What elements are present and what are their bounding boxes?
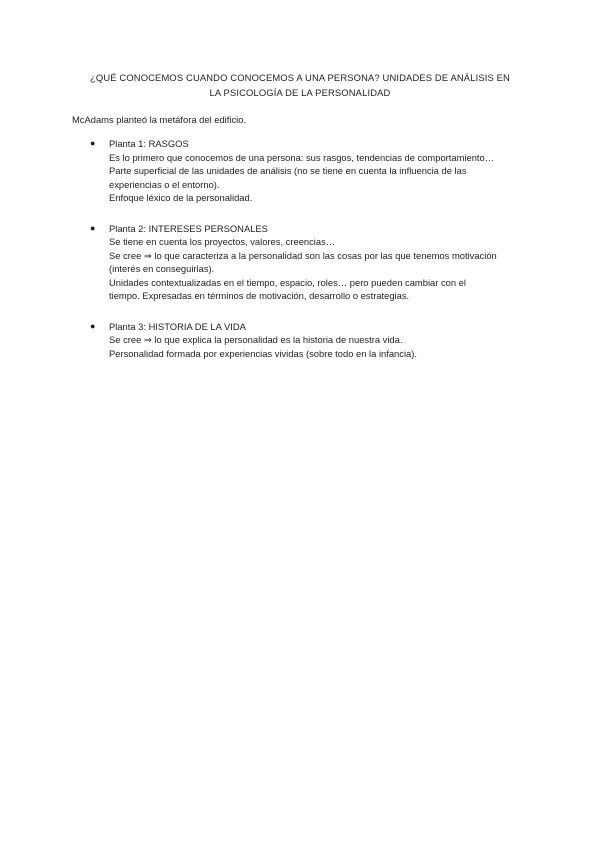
item-text: (interés en conseguirlas).: [109, 263, 215, 274]
item-text: tiempo. Expresadas en términos de motivación, desarrollo o estrategias.: [109, 290, 410, 301]
item-heading: Planta 1: RASGOS: [109, 138, 189, 149]
title-line-1: ¿QUÉ CONOCEMOS CUANDO CONOCEMOS A UNA PERSONA? UNIDADES DE ANÁLISIS EN: [90, 72, 510, 83]
bullet-icon: ●: [90, 138, 96, 148]
item-text: experiencias o el entorno).: [109, 178, 220, 190]
list-item-planta-2: [0, 222, 600, 303]
title-line-2: LA PSICOLOGÍA DE LA PERSONALIDAD: [209, 87, 391, 98]
bullet-list: [0, 137, 600, 377]
item-text: Se tiene en cuenta los proyectos, valores, creencias…: [109, 236, 336, 247]
document-title: [60, 70, 540, 100]
list-item-planta-3: [0, 320, 600, 361]
item-text: Personalidad formada por experiencias vividas (sobre todo en la infancia).: [109, 347, 417, 359]
intro-paragraph: McAdams planteó la metáfora del edificio.: [72, 114, 247, 125]
list-item-planta-1: [0, 137, 600, 205]
item-text: Unidades contextualizadas en el tiempo, espacio, roles… pero pueden cambiar con el: [109, 276, 466, 288]
item-text: Enfoque léxico de la personalidad.: [109, 192, 253, 203]
bullet-icon: ●: [90, 320, 96, 331]
item-heading: Planta 2: INTERESES PERSONALES: [109, 222, 268, 234]
bullet-icon: ●: [90, 222, 96, 233]
item-text: Se cree ⇒ lo que explica la personalidad es la historia de nuestra vida.: [109, 334, 403, 345]
item-text: Parte superficial de las unidades de análisis (no se tiene en cuenta la influencia de las: [109, 165, 467, 176]
item-text: Es lo primero que conocemos de una persona: sus rasgos, tendencias de comportamiento…: [109, 151, 495, 163]
item-text: Se cree ⇒ lo que caracteriza a la personalidad son las cosas por las que tenemos motivación: [109, 249, 497, 261]
item-heading: Planta 3: HISTORIA DE LA VIDA: [109, 320, 246, 332]
